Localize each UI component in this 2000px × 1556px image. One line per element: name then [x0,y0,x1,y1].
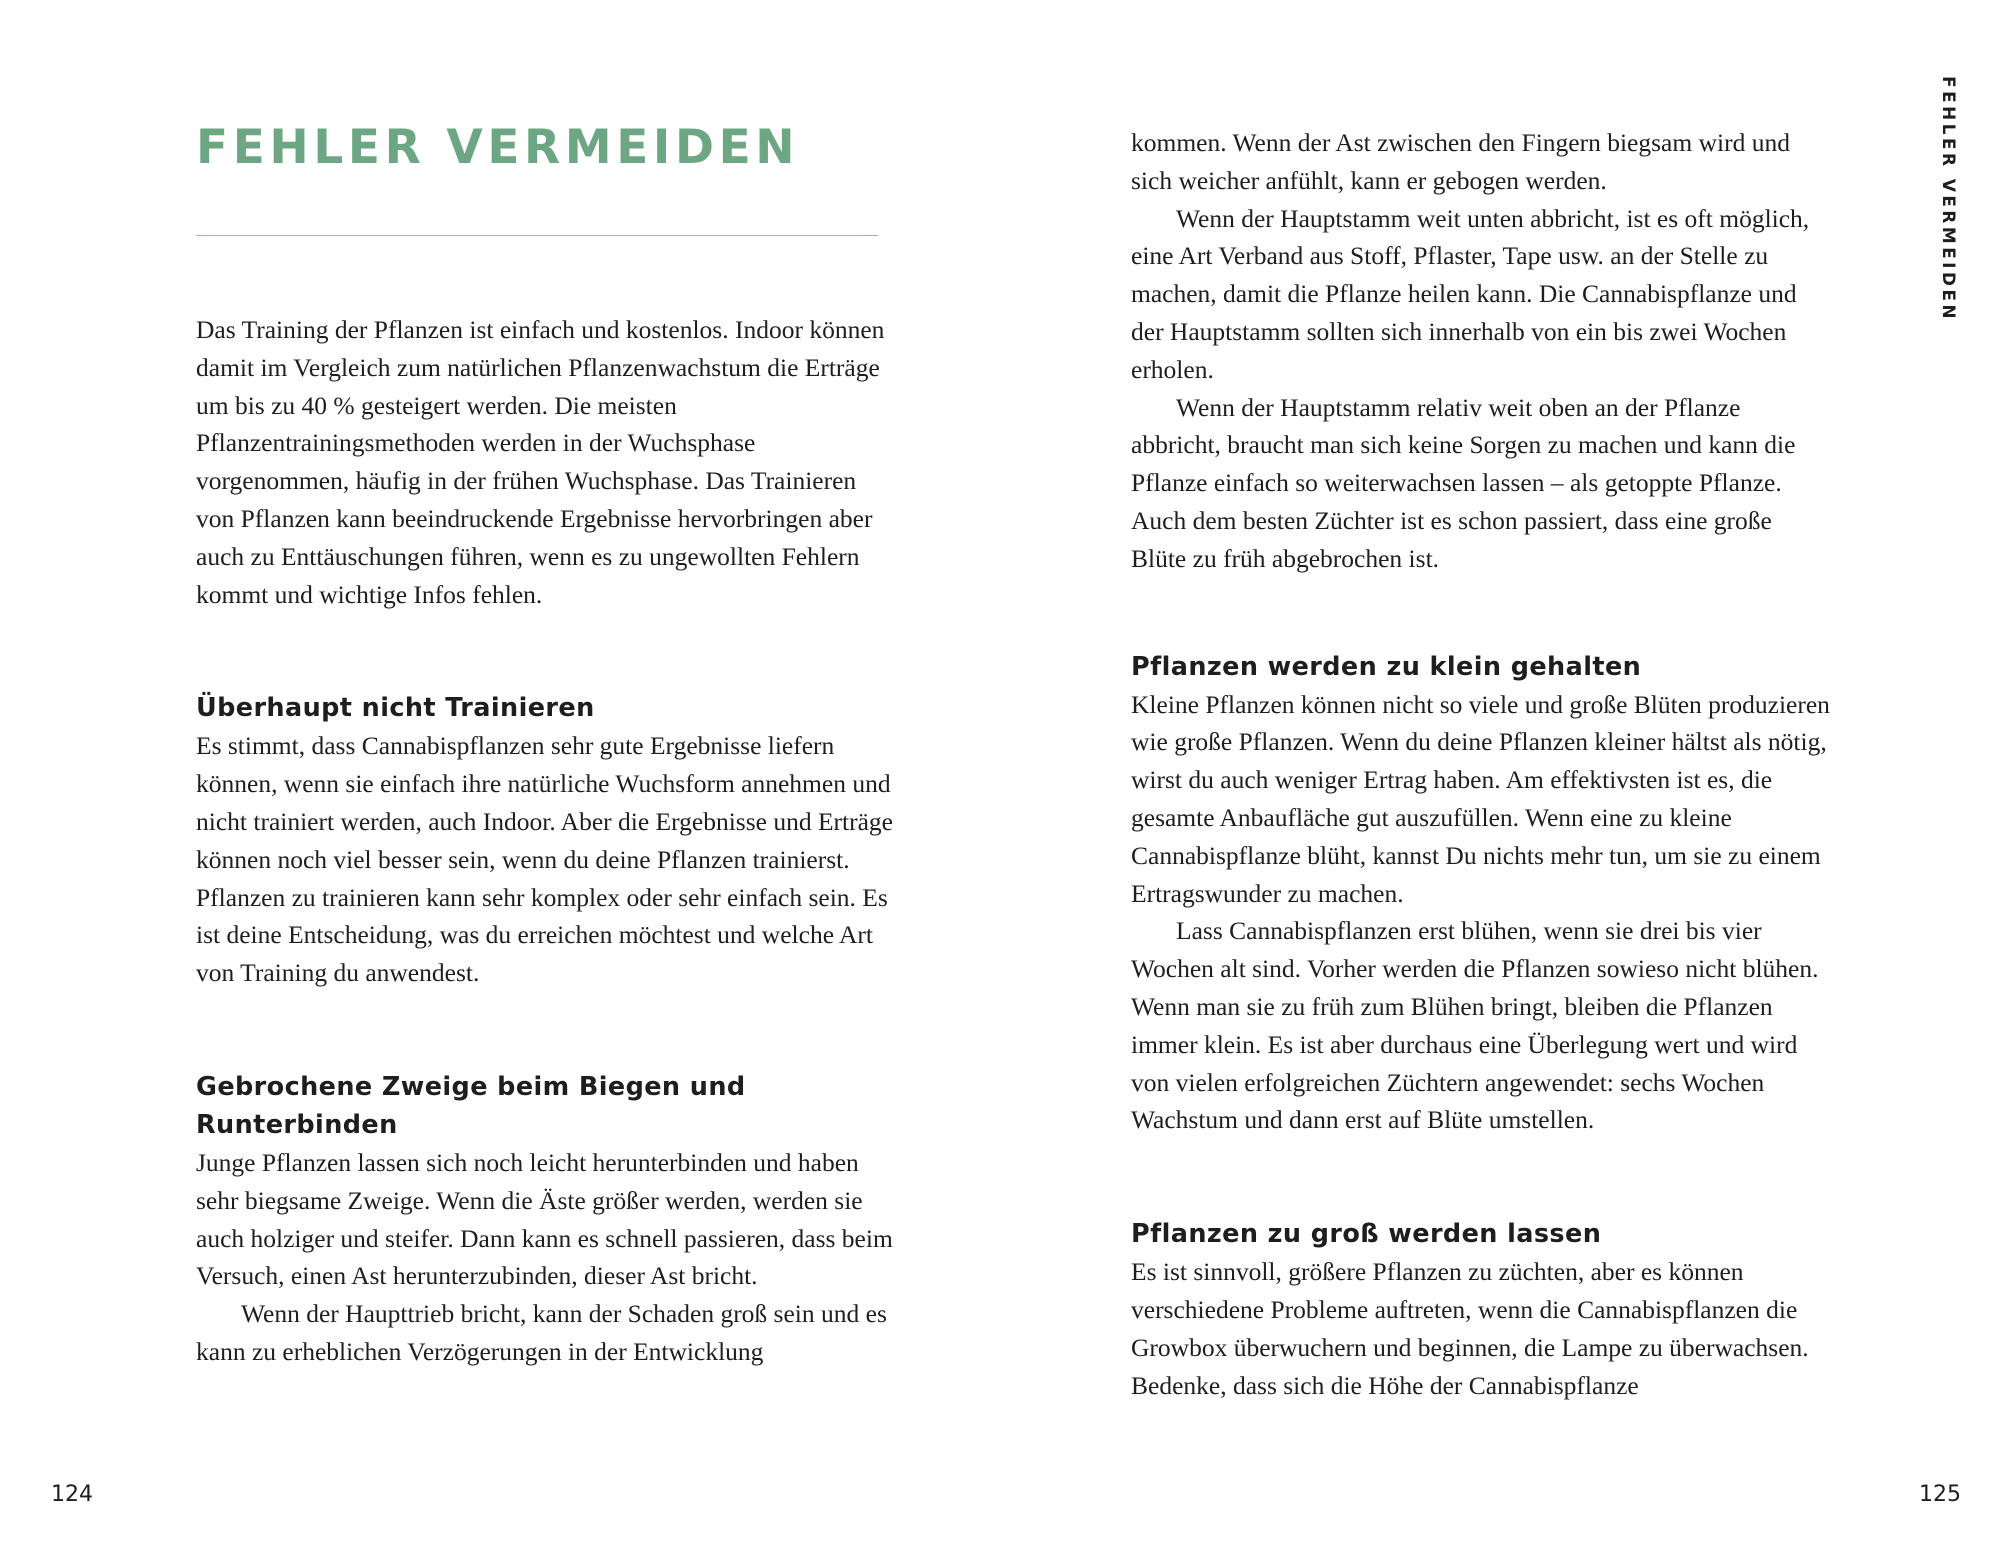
section-paragraph: Wenn der Haupttrieb bricht, kann der Schaden groß sein und es kann zu erheblichen Verzögerungen in der Entwicklung [196,1299,887,1366]
section-paragraph: Junge Pflanzen lassen sich noch leicht herunterbinden und haben sehr biegsame Zweige. Wenn die Äste größer werden, werden sie auch holziger und steifer. Dann kann es schnell passieren, dass beim Versuch, einen Ast herunterzubinden, dieser Ast bricht. [196,1147,893,1291]
section-heading-broken-branches: Gebrochene Zweige beim Biegen und Runterbinden [196,1071,746,1140]
continuation-paragraph: Wenn der Hauptstamm relativ weit oben an der Pflanze abbricht, braucht man sich keine Sorgen zu machen und kann die Pflanze einfach so weiterwachsen lassen – als getoppte Pflanze. Auch dem besten Züchter ist es schon passiert, dass eine große Blüte zu früh abgebrochen ist. [1131,392,1796,573]
right-text-column [1131,124,1831,1404]
section-paragraph: Es ist sinnvoll, größere Pflanzen zu züchten, aber es können verschiedene Probleme auftreten, wenn die Cannabispflanzen die Growbox überwuchern und beginnen, die Lampe zu überwachsen. Bedenke, dass sich die Höhe der Cannabispflanze [1131,1257,1809,1400]
running-head: FEHLER VERMEIDEN [1938,76,1958,322]
section-heading-plants-too-small: Pflanzen werden zu klein gehalten [1131,651,1642,682]
section-heading-no-training: Überhaupt nicht Trainieren [196,693,595,724]
left-text-column [196,311,896,1371]
continuation-paragraph: kommen. Wenn der Ast zwischen den Fingern biegsam wird und sich weicher anfühlt, kann er gebogen werden. [1131,128,1790,195]
intro-paragraph: Das Training der Pflanzen ist einfach und kostenlos. Indoor können damit im Vergleich zum natürlichen Pflanzenwachstum die Erträge um bis zu 40 % gesteigert werden. Die meisten Pflanzentrainingsmethoden werden in der Wuchsphase vorgenommen, häufig in der frühen Wuchsphase. Das Trainieren von Pflanzen kann beeindruckende Ergebnisse hervorbringen aber auch zu Enttäuschungen führen, wenn es zu ungewollten Fehlern kommt und wichtige Infos fehlen. [196,315,885,609]
title-divider [196,235,878,236]
section-paragraph: Es stimmt, dass Cannabispflanzen sehr gute Ergebnisse liefern können, wenn sie einfach ihre natürliche Wuchsform annehmen und nicht trainiert werden, auch Indoor. Aber die Ergebnisse und Erträge können noch viel besser sein, wenn du deine Pflanzen trainierst. Pflanzen zu trainieren kann sehr komplex oder sehr einfach sein. Es ist deine Entscheidung, was du erreichen möchtest und welche Art von Training du anwendest. [196,731,894,988]
page-number: 125 [1919,1482,1961,1507]
section-paragraph: Kleine Pflanzen können nicht so viele und große Blüten produzieren wie große Pflanzen. Wenn du deine Pflanzen kleiner hältst als nötig, wirst du auch weniger Ertrag haben. Am effektivsten ist es, die gesamte Anbaufläche gut auszufüllen. Wenn eine zu kleine Cannabispflanze blüht, kannst Du nichts mehr tun, um sie zu einem Ertragswunder zu machen. [1131,689,1830,908]
chapter-title: FEHLER VERMEIDEN [196,120,800,175]
continuation-paragraph: Wenn der Hauptstamm weit unten abbricht, ist es oft möglich, eine Art Verband aus Stoff, Pflaster, Tape usw. an der Stelle zu machen, damit die Pflanze heilen kann. Die Cannabispflanze und der Hauptstamm sollten sich innerhalb von ein bis zwei Wochen erholen. [1131,203,1810,384]
section-paragraph: Lass Cannabispflanzen erst blühen, wenn sie drei bis vier Wochen alt sind. Vorher werden die Pflanzen sowieso nicht blühen. Wenn man sie zu früh zum Blühen bringt, bleiben die Pflanzen immer klein. Es ist aber durchaus eine Überlegung wert und wird von vielen erfolgreichen Züchtern angewendet: sechs Wochen Wachstum und dann erst auf Blüte umstellen. [1131,916,1819,1135]
page-number: 124 [51,1482,93,1507]
right-page [1000,0,2000,1556]
section-heading-plants-too-large: Pflanzen zu groß werden lassen [1131,1219,1602,1250]
